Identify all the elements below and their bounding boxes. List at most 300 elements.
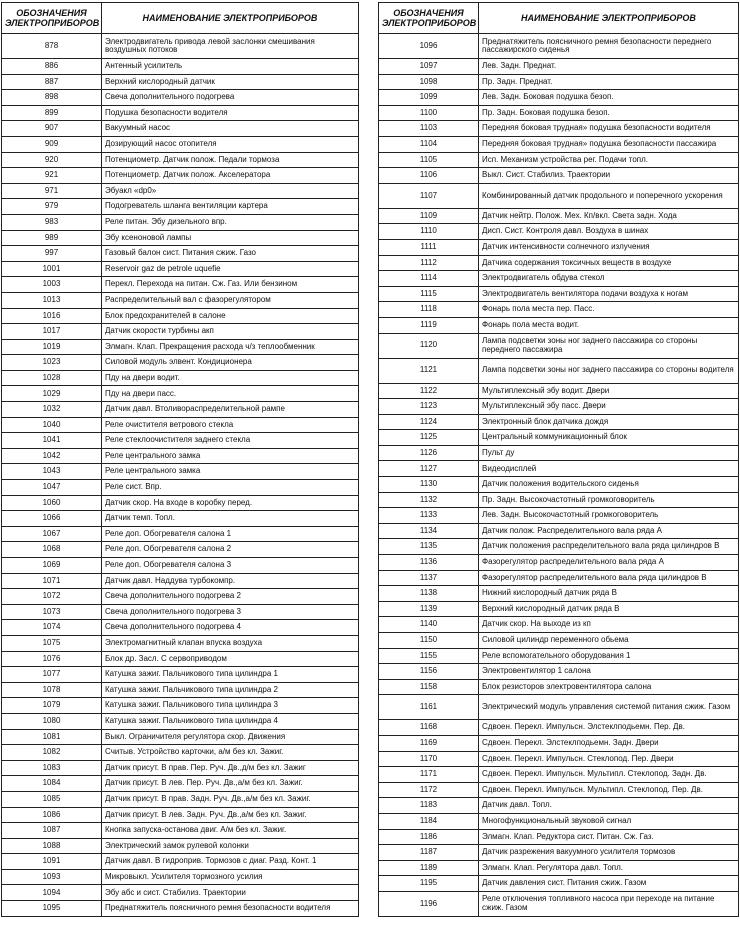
device-code: 1088 <box>2 838 102 854</box>
device-name: Датчик скор. На выходе из кп <box>479 617 739 633</box>
device-code: 907 <box>2 121 102 137</box>
device-name: Электронный блок датчика дождя <box>479 414 739 430</box>
table-row <box>2 386 359 402</box>
table-row <box>379 445 739 461</box>
table-row <box>2 698 359 714</box>
table-row <box>2 136 359 152</box>
device-code: 1196 <box>379 891 479 916</box>
table-row <box>2 901 359 917</box>
table-row <box>2 417 359 433</box>
table-row <box>379 224 739 240</box>
table-row <box>2 807 359 823</box>
table-row <box>2 74 359 90</box>
device-name: Датчик присут. В прав. Задн. Руч. Дв.,а/м без кл. Зажиг. <box>102 791 359 807</box>
table-row <box>2 152 359 168</box>
table-row <box>379 152 739 168</box>
device-name: Лев. Задн. Боковая подушка безоп. <box>479 90 739 106</box>
name-column-header: НАИМЕНОВАНИЕ ЭЛЕКТРОПРИБОРОВ <box>479 3 739 34</box>
device-code: 1081 <box>2 729 102 745</box>
table-row <box>2 620 359 636</box>
table-row <box>2 402 359 418</box>
device-name: Считыв. Устройство карточки, а/м без кл. Зажиг. <box>102 745 359 761</box>
table-row <box>2 464 359 480</box>
device-name: Электродвигатель привода левой заслонки смешивания воздушных потоков <box>102 34 359 59</box>
table-row <box>2 324 359 340</box>
device-code: 1122 <box>379 383 479 399</box>
device-name: Многофункциональный звуковой сигнал <box>479 813 739 829</box>
device-name: Электровентилятор 1 салона <box>479 664 739 680</box>
device-name: Фонарь пола места водит. <box>479 317 739 333</box>
table-row <box>379 302 739 318</box>
device-name: Сдвоен. Перекл. Импульсн. Элстеклподьемн. Пер. Дв. <box>479 720 739 736</box>
table-row <box>2 573 359 589</box>
device-name: Фазорегулятор распределительного вала ряда цилиндров В <box>479 570 739 586</box>
table-row <box>2 682 359 698</box>
device-code: 1087 <box>2 823 102 839</box>
device-name: Датчик давл. Втоливораспределительной рампе <box>102 402 359 418</box>
table-row <box>2 448 359 464</box>
device-code: 1086 <box>2 807 102 823</box>
table-row <box>379 876 739 892</box>
device-code: 1083 <box>2 760 102 776</box>
device-code: 1172 <box>379 782 479 798</box>
device-code: 1126 <box>379 445 479 461</box>
device-code: 1135 <box>379 539 479 555</box>
device-code: 1168 <box>379 720 479 736</box>
table-row <box>379 508 739 524</box>
table-row <box>2 745 359 761</box>
device-name: Свеча дополнительного подогрева <box>102 90 359 106</box>
device-code: 1032 <box>2 402 102 418</box>
table-row <box>2 838 359 854</box>
table-row <box>2 199 359 215</box>
device-name: Датчик разрежения вакуумного усилителя тормозов <box>479 845 739 861</box>
device-code: 1138 <box>379 586 479 602</box>
device-code: 1169 <box>379 735 479 751</box>
table-row <box>2 292 359 308</box>
device-code: 878 <box>2 34 102 59</box>
device-code: 1023 <box>2 355 102 371</box>
table-row <box>379 782 739 798</box>
device-name: Реле доп. Обогревателя салона 2 <box>102 542 359 558</box>
device-name: Пду на двери водит. <box>102 370 359 386</box>
device-code: 1111 <box>379 239 479 255</box>
right-header-row <box>379 3 739 34</box>
table-row <box>379 845 739 861</box>
device-name: Элмагн. Клап. Регулятора давл. Топл. <box>479 860 739 876</box>
device-name: Верхний кислородный датчик ряда В <box>479 601 739 617</box>
device-code: 1100 <box>379 105 479 121</box>
device-code: 1042 <box>2 448 102 464</box>
device-name: Датчик полож. Распределительного вала ряда А <box>479 523 739 539</box>
device-name: Элмагн. Клап. Прекращения расхода ч/з теплообменник <box>102 339 359 355</box>
device-code: 1189 <box>379 860 479 876</box>
table-row <box>379 735 739 751</box>
device-code: 1043 <box>2 464 102 480</box>
device-name: Реле центрального замка <box>102 464 359 480</box>
table-row <box>2 339 359 355</box>
device-code: 1084 <box>2 776 102 792</box>
device-name: Свеча дополнительного подогрева 3 <box>102 604 359 620</box>
device-name: Свеча дополнительного подогрева 2 <box>102 589 359 605</box>
device-name: Электрический модуль управления системой питания сжиж. Газом <box>479 695 739 720</box>
device-code: 1077 <box>2 667 102 683</box>
table-row <box>379 461 739 477</box>
table-row <box>2 433 359 449</box>
table-row <box>379 358 739 383</box>
device-name: Пульт ду <box>479 445 739 461</box>
table-row <box>2 308 359 324</box>
device-name: Электромагнитный клапан впуска воздуха <box>102 635 359 651</box>
table-row <box>2 59 359 75</box>
table-row <box>379 208 739 224</box>
device-code: 1099 <box>379 90 479 106</box>
table-row <box>379 383 739 399</box>
table-row <box>379 121 739 137</box>
device-name: Лев. Задн. Преднат. <box>479 59 739 75</box>
device-name: Катушка зажиг. Пальчикового типа цилиндра 1 <box>102 667 359 683</box>
table-row <box>379 695 739 720</box>
table-row <box>379 492 739 508</box>
table-row <box>379 333 739 358</box>
table-row <box>379 414 739 430</box>
device-name: Фазорегулятор распределительного вала ряда А <box>479 555 739 571</box>
table-row <box>2 604 359 620</box>
table-row <box>379 34 739 59</box>
device-code: 1098 <box>379 74 479 90</box>
table-row <box>2 34 359 59</box>
device-name: Нижний кислородный датчик ряда В <box>479 586 739 602</box>
table-row <box>2 168 359 184</box>
device-name: Верхний кислородный датчик <box>102 74 359 90</box>
table-row <box>379 74 739 90</box>
table-row <box>379 617 739 633</box>
table-row <box>379 105 739 121</box>
table-row <box>379 813 739 829</box>
table-row <box>2 667 359 683</box>
device-name: Фонарь пола места пер. Пасс. <box>479 302 739 318</box>
device-name: Эбу абс и сист. Стабилиз. Траектории <box>102 885 359 901</box>
table-row <box>379 767 739 783</box>
device-name: Реле отключения топливного насоса при переходе на питание сжиж. Газом <box>479 891 739 916</box>
table-row <box>379 570 739 586</box>
device-code: 1121 <box>379 358 479 383</box>
device-name: Эбуакл «dp0» <box>102 183 359 199</box>
device-code: 1118 <box>379 302 479 318</box>
device-name: Блок резисторов электровентилятора салона <box>479 679 739 695</box>
device-name: Реле доп. Обогревателя салона 3 <box>102 558 359 574</box>
table-row <box>379 891 739 916</box>
device-name: Электрический замок рулевой колонки <box>102 838 359 854</box>
device-name: Датчик темп. Топл. <box>102 511 359 527</box>
device-code: 1096 <box>379 34 479 59</box>
device-name: Газовый балон сист. Питания сжиж. Газо <box>102 246 359 262</box>
table-row <box>2 542 359 558</box>
device-code: 1123 <box>379 399 479 415</box>
device-name: Датчик давл. Топл. <box>479 798 739 814</box>
device-name: Потенциометр. Датчик полож. Акселератора <box>102 168 359 184</box>
table-row <box>2 526 359 542</box>
table-row <box>379 679 739 695</box>
device-name: Микровыкл. Усилителя тормозного усилия <box>102 869 359 885</box>
device-code: 1095 <box>2 901 102 917</box>
device-name: Реле вспомогательного оборудования 1 <box>479 648 739 664</box>
device-code: 1127 <box>379 461 479 477</box>
device-code: 1109 <box>379 208 479 224</box>
table-row <box>379 168 739 184</box>
device-code: 1120 <box>379 333 479 358</box>
device-name: Дисп. Сист. Контроля давл. Воздуха в шинах <box>479 224 739 240</box>
device-name: Антенный усилитель <box>102 59 359 75</box>
device-name: Сдвоен. Перекл. Элстеклподьемн. Задн. Двери <box>479 735 739 751</box>
device-name: Свеча дополнительного подогрева 4 <box>102 620 359 636</box>
device-code: 1097 <box>379 59 479 75</box>
device-code: 1184 <box>379 813 479 829</box>
device-code: 1103 <box>379 121 479 137</box>
table-row <box>2 885 359 901</box>
device-name: Пр. Задн. Боковая подушка безоп. <box>479 105 739 121</box>
table-row <box>2 854 359 870</box>
table-row <box>379 59 739 75</box>
device-name: Пр. Задн. Высокочастотный громкоговоритель <box>479 492 739 508</box>
device-code: 1082 <box>2 745 102 761</box>
table-row <box>379 90 739 106</box>
table-row <box>379 271 739 287</box>
table-row <box>2 246 359 262</box>
device-name: Датчик присут. В лев. Пер. Руч. Дв.,а/м без кл. Зажиг. <box>102 776 359 792</box>
device-code: 1139 <box>379 601 479 617</box>
device-name: Датчик присут. В лев. Задн. Руч. Дв.,а/м без кл. Зажиг. <box>102 807 359 823</box>
device-code: 1132 <box>379 492 479 508</box>
table-row <box>379 239 739 255</box>
table-row <box>379 183 739 208</box>
device-code: 1085 <box>2 791 102 807</box>
table-row <box>379 586 739 602</box>
table-row <box>379 601 739 617</box>
table-row <box>2 760 359 776</box>
device-name: Датчик давл. Наддува турбокомпр. <box>102 573 359 589</box>
device-code: 1133 <box>379 508 479 524</box>
device-name: Электродвигатель обдува стекол <box>479 271 739 287</box>
device-code: 1093 <box>2 869 102 885</box>
device-name: Блок др. Засл. С сервоприводом <box>102 651 359 667</box>
device-code: 1137 <box>379 570 479 586</box>
device-code: 1119 <box>379 317 479 333</box>
table-row <box>2 105 359 121</box>
device-name: Катушка зажиг. Пальчикового типа цилиндра 2 <box>102 682 359 698</box>
table-row <box>379 648 739 664</box>
device-name: Датчик интенсивности солнечного излучения <box>479 239 739 255</box>
device-code: 1105 <box>379 152 479 168</box>
right-table <box>378 2 739 917</box>
device-code: 1028 <box>2 370 102 386</box>
table-row <box>379 255 739 271</box>
code-column-header: ОБОЗНАЧЕНИЯ ЭЛЕКТРОПРИБОРОВ <box>2 3 102 34</box>
device-code: 1195 <box>379 876 479 892</box>
device-name: Мультиплексный эбу водит. Двери <box>479 383 739 399</box>
device-code: 1016 <box>2 308 102 324</box>
table-row <box>2 261 359 277</box>
device-code: 1079 <box>2 698 102 714</box>
table-row <box>2 121 359 137</box>
device-name: Сдвоен. Перекл. Импульсн. Мультипл. Стеклопод. Задн. Дв. <box>479 767 739 783</box>
table-row <box>379 829 739 845</box>
device-name: Передняя боковая трудная» подушка безопасности пассажира <box>479 136 739 152</box>
device-code: 909 <box>2 136 102 152</box>
device-code: 886 <box>2 59 102 75</box>
device-name: Датчик давл. В гидроприв. Тормозов с диаг. Разд. Конт. 1 <box>102 854 359 870</box>
device-code: 1104 <box>379 136 479 152</box>
right-table-body <box>379 34 739 917</box>
device-code: 1107 <box>379 183 479 208</box>
device-name: Лев. Задн. Высокочастотный громкоговоритель <box>479 508 739 524</box>
device-name: Реле стеклоочистителя заднего стекла <box>102 433 359 449</box>
device-code: 887 <box>2 74 102 90</box>
device-name: Пр. Задн. Преднат. <box>479 74 739 90</box>
device-code: 1019 <box>2 339 102 355</box>
code-column-header: ОБОЗНАЧЕНИЯ ЭЛЕКТРОПРИБОРОВ <box>379 3 479 34</box>
table-row <box>2 230 359 246</box>
device-name: Катушка зажиг. Пальчикового типа цилиндра 3 <box>102 698 359 714</box>
device-code: 1094 <box>2 885 102 901</box>
device-name: Катушка зажиг. Пальчикового типа цилиндра 4 <box>102 713 359 729</box>
device-name: Электродвигатель вентилятора подачи воздуха к ногам <box>479 286 739 302</box>
device-code: 1066 <box>2 511 102 527</box>
device-code: 989 <box>2 230 102 246</box>
device-name: Преднатяжитель поясничного ремня безопасности водителя <box>102 901 359 917</box>
device-name: Реле питан. Эбу дизельного впр. <box>102 214 359 230</box>
device-code: 979 <box>2 199 102 215</box>
device-name: Комбинированный датчик продольного и поперечного ускорения <box>479 183 739 208</box>
device-name: Дозирующий насос отопителя <box>102 136 359 152</box>
device-name: Эбу ксеноновой лампы <box>102 230 359 246</box>
left-table <box>1 2 359 917</box>
device-code: 921 <box>2 168 102 184</box>
device-code: 1170 <box>379 751 479 767</box>
table-row <box>379 664 739 680</box>
device-code: 1041 <box>2 433 102 449</box>
device-name: Выкл. Ограничителя регулятора скор. Движения <box>102 729 359 745</box>
device-name: Подушка безопасности водителя <box>102 105 359 121</box>
device-name: Датчик присут. В прав. Пер. Руч. Дв.,д/м без кл. Зажиг <box>102 760 359 776</box>
device-code: 1003 <box>2 277 102 293</box>
table-row <box>379 286 739 302</box>
device-code: 1158 <box>379 679 479 695</box>
device-name: Датчик положения водительского сиденья <box>479 477 739 493</box>
device-code: 1075 <box>2 635 102 651</box>
device-name: Элмагн. Клап. Редуктора сист. Питан. Сж. Газ. <box>479 829 739 845</box>
table-row <box>2 90 359 106</box>
device-code: 1068 <box>2 542 102 558</box>
device-code: 983 <box>2 214 102 230</box>
table-row <box>379 317 739 333</box>
table-row <box>2 183 359 199</box>
device-code: 1060 <box>2 495 102 511</box>
table-row <box>2 651 359 667</box>
table-row <box>379 477 739 493</box>
device-name: Пду на двери пасс. <box>102 386 359 402</box>
device-name: Силовой цилиндр переменного обьема <box>479 633 739 649</box>
device-code: 1001 <box>2 261 102 277</box>
table-row <box>379 399 739 415</box>
device-code: 1067 <box>2 526 102 542</box>
table-row <box>2 729 359 745</box>
table-row <box>2 558 359 574</box>
device-code: 1125 <box>379 430 479 446</box>
device-code: 1161 <box>379 695 479 720</box>
device-name: Reservoir gaz de petrole uquefie <box>102 261 359 277</box>
device-code: 1171 <box>379 767 479 783</box>
device-name: Реле сист. Впр. <box>102 480 359 496</box>
device-code: 971 <box>2 183 102 199</box>
table-row <box>2 823 359 839</box>
device-code: 1150 <box>379 633 479 649</box>
device-name: Потенциометр. Датчик полож. Педали тормоза <box>102 152 359 168</box>
device-name: Реле доп. Обогревателя салона 1 <box>102 526 359 542</box>
device-code: 1071 <box>2 573 102 589</box>
device-name: Преднатяжитель поясничного ремня безопасности переднего пассажирского сиденья <box>479 34 739 59</box>
table-row <box>2 869 359 885</box>
table-row <box>379 555 739 571</box>
device-name: Видеодисплей <box>479 461 739 477</box>
table-row <box>2 277 359 293</box>
device-code: 898 <box>2 90 102 106</box>
device-name: Вакуумный насос <box>102 121 359 137</box>
device-name: Датчик скор. На входе в коробку перед. <box>102 495 359 511</box>
device-name: Кнопка запуска-останова двиг. А/м без кл. Зажиг. <box>102 823 359 839</box>
left-table-body <box>2 34 359 917</box>
device-code: 1091 <box>2 854 102 870</box>
device-name: Реле очистителя ветрового стекла <box>102 417 359 433</box>
device-name: Датчика содержания токсичных веществ в воздухе <box>479 255 739 271</box>
table-row <box>379 633 739 649</box>
device-code: 920 <box>2 152 102 168</box>
device-name: Центральный коммуникационный блок <box>479 430 739 446</box>
table-row <box>2 791 359 807</box>
table-row <box>2 635 359 651</box>
device-code: 1114 <box>379 271 479 287</box>
device-name: Сдвоен. Перекл. Импульсн. Стеклопод. Пер. Двери <box>479 751 739 767</box>
device-code: 1076 <box>2 651 102 667</box>
device-code: 1140 <box>379 617 479 633</box>
device-code: 1136 <box>379 555 479 571</box>
device-code: 1040 <box>2 417 102 433</box>
device-code: 1115 <box>379 286 479 302</box>
device-name: Лампа подсветки зоны ног заднего пассажира со стороны водителя <box>479 358 739 383</box>
table-row <box>379 751 739 767</box>
device-name: Датчик скорости турбины акп <box>102 324 359 340</box>
table-row <box>2 511 359 527</box>
device-code: 1183 <box>379 798 479 814</box>
table-row <box>379 798 739 814</box>
device-code: 1013 <box>2 292 102 308</box>
device-code: 1130 <box>379 477 479 493</box>
device-name: Передняя боковая трудная» подушка безопасности водителя <box>479 121 739 137</box>
device-code: 1187 <box>379 845 479 861</box>
device-code: 1156 <box>379 664 479 680</box>
device-code: 1080 <box>2 713 102 729</box>
left-header-row <box>2 3 359 34</box>
table-row <box>2 355 359 371</box>
device-name: Распределительный вал с фазорегулятором <box>102 292 359 308</box>
device-name: Перекл. Перехода на питан. Сж. Газ. Или бензином <box>102 277 359 293</box>
device-code: 1112 <box>379 255 479 271</box>
device-code: 1124 <box>379 414 479 430</box>
device-name: Мультиплексный эбу пасс. Двери <box>479 399 739 415</box>
table-row <box>2 480 359 496</box>
device-name: Сдвоен. Перекл. Импульсн. Мультипл. Стеклопод. Пер. Дв. <box>479 782 739 798</box>
device-name: Силовой модуль элвент. Кондиционера <box>102 355 359 371</box>
